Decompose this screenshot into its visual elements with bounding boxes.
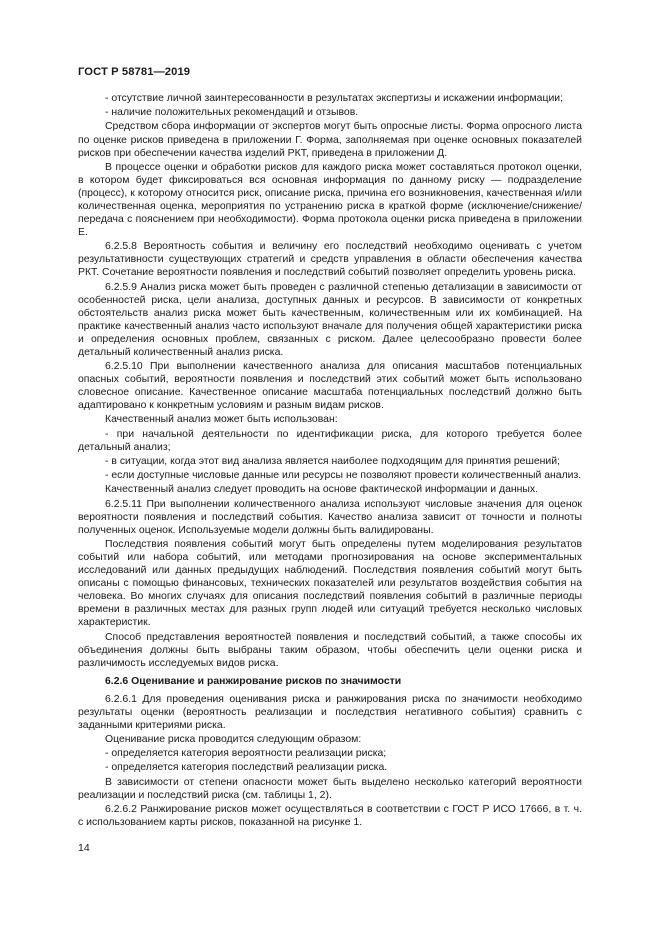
clause-6-2-5-8: 6.2.5.8 Вероятность события и величину его последствий необходимо оценивать с учетом результативности существующих стратегий и средств управления в области обеспечения качества РКТ. Сочетание вероятности появления и последствий событий позволяет определить уровень риска. — [78, 241, 582, 279]
bullet-initial-identification: - при начальной деятельности по идентификации риска, для которого требуется более детальный анализ; — [78, 428, 582, 453]
paragraph-qualitative-usage: Качественный анализ может быть использован: — [105, 414, 338, 426]
bullet-recommendations: - наличие положительных рекомендаций и отзывов. — [105, 107, 359, 119]
clause-6-2-6-2: 6.2.6.2 Ранжирование рисков может осуществляться в соответствии с ГОСТ Р ИСО 17666, в т. ч. с использованием карты рисков, показанной на рисунке 1. — [78, 804, 582, 829]
bullet-most-suitable: - в ситуации, когда этот вид анализа является наиболее подходящим для принятия решений; — [105, 455, 560, 467]
paragraph-evaluation-method: Оценивание риска проводится следующим образом: — [105, 734, 362, 746]
section-heading-6-2-6: 6.2.6 Оценивание и ранжирование рисков по значимости — [105, 675, 402, 687]
paragraph-categories: В зависимости от степени опасности может быть выделено несколько категорий вероятности реализации и последствий риска (см. таблицы 1, 2). — [78, 776, 582, 801]
paragraph-questionnaire: Средством сбора информации от экспертов могут быть опросные листы. Форма опросного листа по оценке рисков приведена в приложении Г. Форма, заполняемая при оценке основных показателей рисков при обеспечении качества изделий РКТ, приведена в приложении Д. — [78, 121, 582, 159]
paragraph-protocol: В процессе оценки и обработки рисков для каждого риска может составляться протокол оценки, в котором будет фиксироваться вся основная информация по данному риску — подразделение (процесс), к которому относится риск, описание риска, причина его возникновения, качественная и/или количественная оценка, мероприятия по устранению риска в краткой форме (исключение/снижение/передача с пояснением при необходимости). Форма протокола оценки риска приведена в приложении Е. — [78, 161, 582, 239]
bullet-no-interest: - отсутствие личной заинтересованности в результатах экспертизы и искажении информации; — [105, 93, 564, 104]
body-text — [78, 92, 582, 830]
bullet-no-numeric-data: - если доступные числовые данные или ресурсы не позволяют провести количественный анализ. — [105, 470, 582, 482]
clause-6-2-5-9: 6.2.5.9 Анализ риска может быть проведен с различной степенью детализации в зависимости от особенностей риска, цели анализа, доступных данных и ресурсов. В зависимости от конкретных обстоятельств анализ риска может быть качественным, количественным или их комбинацией. На практике качественный анализ часто используют вначале для получения общей характеристики риска и определения основных проблем, связанных с риском. Далее целесообразно провести более детальный количественный анализ риска. — [78, 281, 582, 358]
paragraph-qualitative-basis: Качественный анализ следует проводить на основе фактической информации и данных. — [105, 484, 539, 496]
paragraph-representation: Способ представления вероятностей появления и последствий событий, а также способы их объединения должны быть выбраны таким образом, чтобы обеспечить цели оценки риска и различимость исследуемых видов риска. — [78, 631, 582, 669]
bullet-probability-category: - определяется категория вероятности реализации риска; — [105, 748, 387, 760]
bullet-consequence-category: - определяется категория последствий реализации риска. — [105, 762, 388, 774]
page-number: 14 — [78, 842, 90, 854]
clause-6-2-5-10: 6.2.5.10 При выполнении качественного анализа для описания масштабов потенциальных опасных событий, вероятности появления и последствий этих событий может быть использовано словесное описание. Качественное описание масштаба потенциальных последствий должно быть адаптировано к конкретным условиям и разным видам рисков. — [78, 361, 582, 412]
clause-6-2-5-11: 6.2.5.11 При выполнении количественного анализа используют числовые значения для оценок вероятности появления и последствий события. Качество анализа зависит от точности и полноты полученных оценок. Используемые модели должны быть валидированы. — [78, 498, 582, 536]
paragraph-consequences: Последствия появления событий могут быть определены путем моделирования результатов событий или набора событий, или методами прогнозирования на основе экспериментальных исследований или данных предыдущих наблюдений. Последствия появления событий могут быть описаны с помощью финансовых, технических показателей или результатов воздействия события на человека. Во многих случаях для описания последствий появления событий в различные периоды времени в различных местах для разных групп людей или ситуаций требуется несколько числовых характеристик. — [78, 538, 582, 629]
document-header: ГОСТ Р 58781—2019 — [78, 66, 191, 78]
clause-6-2-6-1: 6.2.6.1 Для проведения оценивания риска и ранжирования риска по значимости необходимо результаты оценки (вероятность реализации и последствия негативного события) сравнить с заданными критериями риска. — [78, 693, 582, 731]
